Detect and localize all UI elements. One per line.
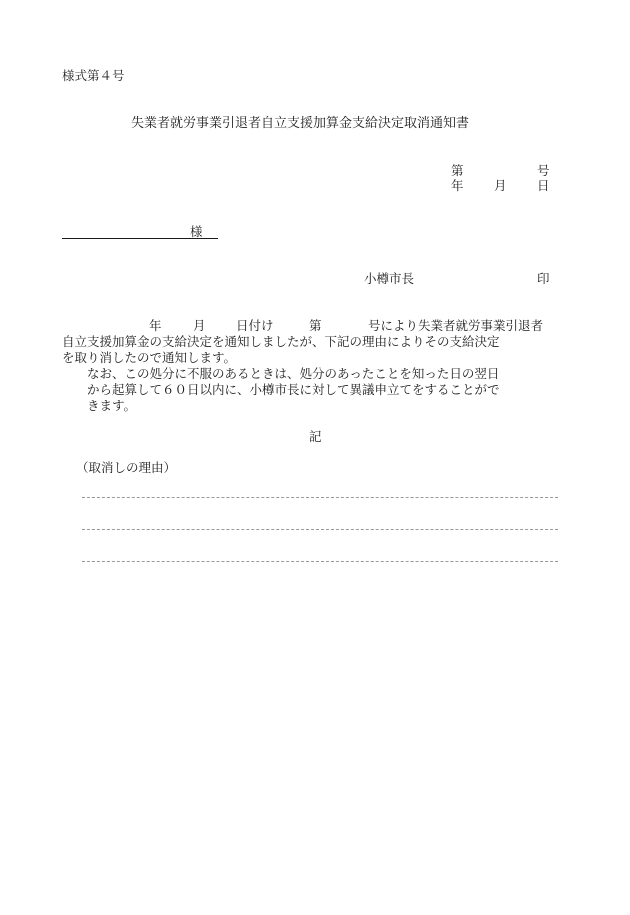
- seal-mark: 印: [537, 271, 550, 286]
- note-line-2: から起算して６０日以内に、小樽市長に対して異議申立てをすることがで: [87, 382, 500, 397]
- date-month: 月: [494, 178, 507, 193]
- form-label: 様式第４号: [62, 68, 125, 83]
- ref-dai: 第: [309, 318, 322, 333]
- reason-line-3: [82, 561, 558, 562]
- body-line-3: を取り消したので通知します。: [62, 350, 237, 365]
- ref-day-of: 日付け: [236, 318, 274, 333]
- document-title: 失業者就労事業引退者自立支援加算金支給決定取消通知書: [131, 116, 470, 131]
- date-day: 日: [537, 178, 550, 193]
- ref-month: 月: [193, 318, 206, 333]
- doc-number-dai: 第: [451, 163, 464, 178]
- ref-year: 年: [149, 318, 162, 333]
- reason-label: （取消しの理由）: [76, 460, 177, 475]
- note-line-1: なお、この処分に不服のあるときは、処分のあったことを知った日の翌日: [87, 366, 500, 381]
- doc-number-go: 号: [537, 163, 550, 178]
- issuer-name: 小樽市長: [364, 271, 415, 286]
- recipient-suffix: 様: [190, 224, 203, 239]
- body-line-2: 自立支援加算金の支給決定を通知しましたが、下記の理由によりその支給決定: [62, 334, 500, 349]
- note-line-3: きます。: [87, 398, 137, 413]
- reason-line-2: [82, 529, 558, 530]
- date-year: 年: [451, 178, 464, 193]
- ref-suffix: 号により失業者就労事業引退者: [368, 318, 544, 333]
- ki-heading: 記: [309, 429, 322, 444]
- reason-line-1: [82, 497, 558, 498]
